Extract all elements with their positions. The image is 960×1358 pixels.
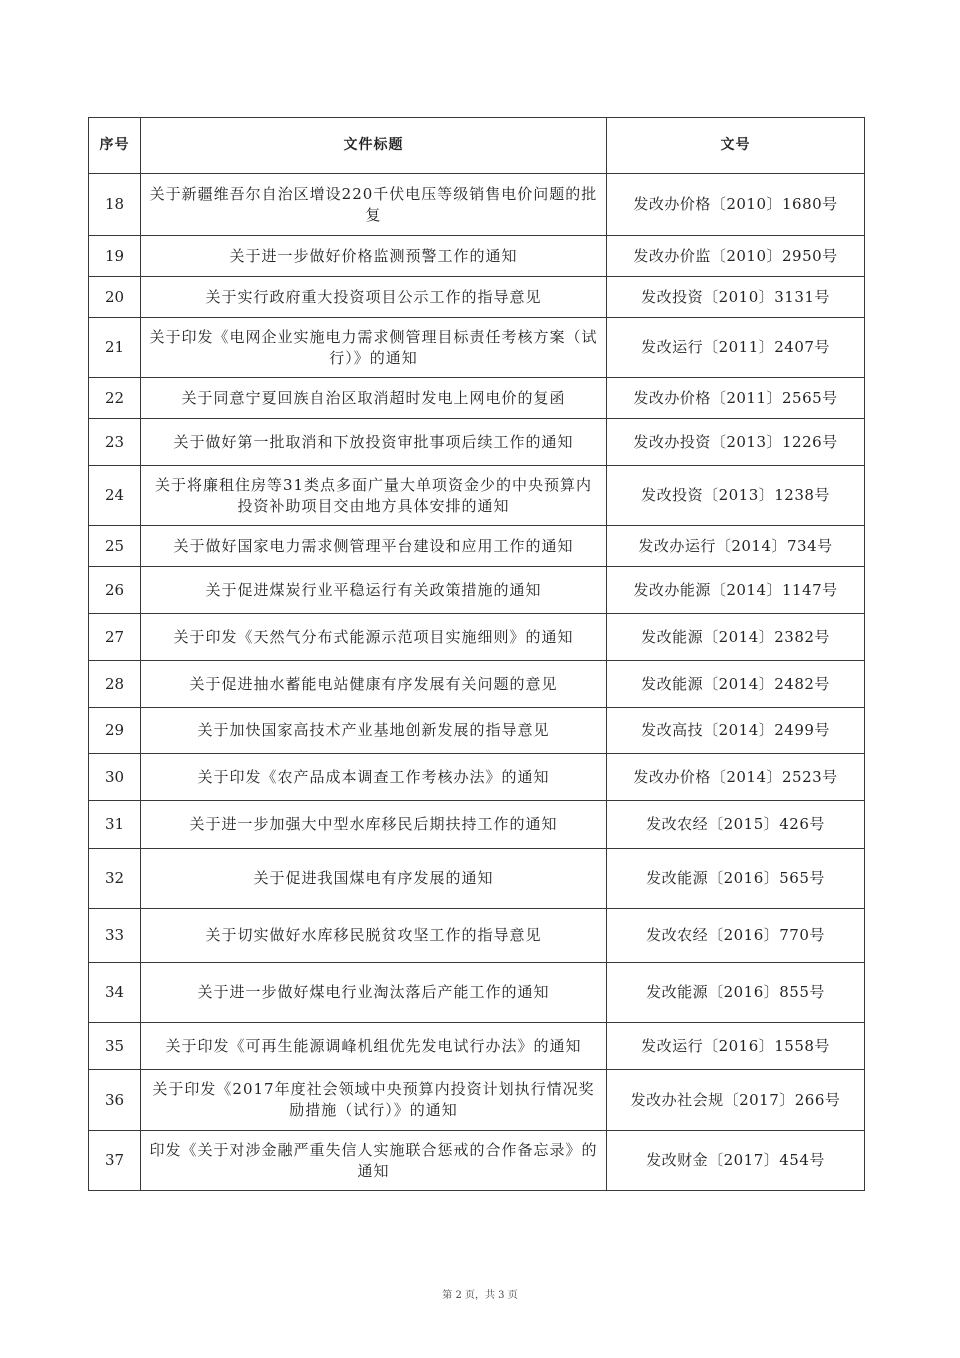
table-row	[89, 1070, 865, 1131]
row-title: 关于印发《农产品成本调查工作考核办法》的通知	[141, 754, 607, 801]
row-number: 24	[89, 466, 141, 526]
row-number: 19	[89, 236, 141, 277]
row-number: 31	[89, 801, 141, 849]
row-number: 27	[89, 614, 141, 661]
table-row	[89, 708, 865, 754]
table-row	[89, 378, 865, 419]
row-doc-number: 发改财金〔2017〕454号	[607, 1131, 865, 1191]
row-doc-number: 发改高技〔2014〕2499号	[607, 708, 865, 754]
row-title: 关于进一步做好价格监测预警工作的通知	[141, 236, 607, 277]
header-no: 序号	[89, 118, 141, 174]
row-number: 28	[89, 661, 141, 708]
row-title: 关于做好第一批取消和下放投资审批事项后续工作的通知	[141, 419, 607, 466]
row-number: 35	[89, 1023, 141, 1070]
table-row	[89, 909, 865, 963]
row-doc-number: 发改能源〔2014〕2382号	[607, 614, 865, 661]
row-number: 25	[89, 526, 141, 567]
row-doc-number: 发改办运行〔2014〕734号	[607, 526, 865, 567]
row-title: 关于印发《2017年度社会领域中央预算内投资计划执行情况奖励措施（试行）》的通知	[141, 1070, 607, 1131]
table-row	[89, 466, 865, 526]
row-doc-number: 发改投资〔2010〕3131号	[607, 277, 865, 318]
row-number: 23	[89, 419, 141, 466]
table-row	[89, 567, 865, 614]
row-number: 32	[89, 849, 141, 909]
row-doc-number: 发改办社会规〔2017〕266号	[607, 1070, 865, 1131]
row-title: 关于印发《电网企业实施电力需求侧管理目标责任考核方案（试行）》的通知	[141, 318, 607, 378]
header-doc-no: 文号	[607, 118, 865, 174]
table-row	[89, 963, 865, 1023]
row-number: 21	[89, 318, 141, 378]
table-row	[89, 614, 865, 661]
row-doc-number: 发改农经〔2015〕426号	[607, 801, 865, 849]
row-title: 关于促进抽水蓄能电站健康有序发展有关问题的意见	[141, 661, 607, 708]
table-row	[89, 1131, 865, 1191]
row-title: 关于将廉租住房等31类点多面广量大单项资金少的中央预算内投资补助项目交由地方具体安排的通知	[141, 466, 607, 526]
document-table	[88, 117, 865, 1191]
row-number: 22	[89, 378, 141, 419]
row-number: 34	[89, 963, 141, 1023]
table-row	[89, 236, 865, 277]
table-row	[89, 754, 865, 801]
header-title: 文件标题	[141, 118, 607, 174]
table-row	[89, 419, 865, 466]
table-row	[89, 849, 865, 909]
row-number: 36	[89, 1070, 141, 1131]
row-doc-number: 发改办价格〔2010〕1680号	[607, 174, 865, 236]
row-title: 关于加快国家高技术产业基地创新发展的指导意见	[141, 708, 607, 754]
row-number: 18	[89, 174, 141, 236]
row-doc-number: 发改能源〔2016〕855号	[607, 963, 865, 1023]
row-doc-number: 发改办投资〔2013〕1226号	[607, 419, 865, 466]
row-title: 关于进一步加强大中型水库移民后期扶持工作的通知	[141, 801, 607, 849]
row-title: 关于印发《可再生能源调峰机组优先发电试行办法》的通知	[141, 1023, 607, 1070]
row-number: 20	[89, 277, 141, 318]
row-number: 30	[89, 754, 141, 801]
row-doc-number: 发改办价监〔2010〕2950号	[607, 236, 865, 277]
row-number: 33	[89, 909, 141, 963]
page-number: 第 2 页，共 3 页	[442, 1290, 518, 1301]
row-doc-number: 发改能源〔2016〕565号	[607, 849, 865, 909]
row-title: 关于同意宁夏回族自治区取消超时发电上网电价的复函	[141, 378, 607, 419]
table-row	[89, 1023, 865, 1070]
table-row	[89, 661, 865, 708]
table-body	[89, 174, 865, 1191]
row-title: 关于促进我国煤电有序发展的通知	[141, 849, 607, 909]
row-title: 关于印发《天然气分布式能源示范项目实施细则》的通知	[141, 614, 607, 661]
table-row	[89, 318, 865, 378]
table-row	[89, 277, 865, 318]
row-title: 关于做好国家电力需求侧管理平台建设和应用工作的通知	[141, 526, 607, 567]
row-doc-number: 发改能源〔2014〕2482号	[607, 661, 865, 708]
row-number: 37	[89, 1131, 141, 1191]
row-title: 关于进一步做好煤电行业淘汰落后产能工作的通知	[141, 963, 607, 1023]
row-doc-number: 发改办价格〔2011〕2565号	[607, 378, 865, 419]
row-doc-number: 发改农经〔2016〕770号	[607, 909, 865, 963]
row-title: 关于切实做好水库移民脱贫攻坚工作的指导意见	[141, 909, 607, 963]
row-title: 印发《关于对涉金融严重失信人实施联合惩戒的合作备忘录》的通知	[141, 1131, 607, 1191]
row-doc-number: 发改投资〔2013〕1238号	[607, 466, 865, 526]
table-row	[89, 526, 865, 567]
row-doc-number: 发改运行〔2016〕1558号	[607, 1023, 865, 1070]
row-number: 26	[89, 567, 141, 614]
row-doc-number: 发改办能源〔2014〕1147号	[607, 567, 865, 614]
row-doc-number: 发改运行〔2011〕2407号	[607, 318, 865, 378]
row-number: 29	[89, 708, 141, 754]
row-title: 关于新疆维吾尔自治区增设220千伏电压等级销售电价问题的批复	[141, 174, 607, 236]
row-title: 关于实行政府重大投资项目公示工作的指导意见	[141, 277, 607, 318]
table-header-row	[89, 118, 865, 174]
table-row	[89, 174, 865, 236]
row-doc-number: 发改办价格〔2014〕2523号	[607, 754, 865, 801]
row-title: 关于促进煤炭行业平稳运行有关政策措施的通知	[141, 567, 607, 614]
table-row	[89, 801, 865, 849]
